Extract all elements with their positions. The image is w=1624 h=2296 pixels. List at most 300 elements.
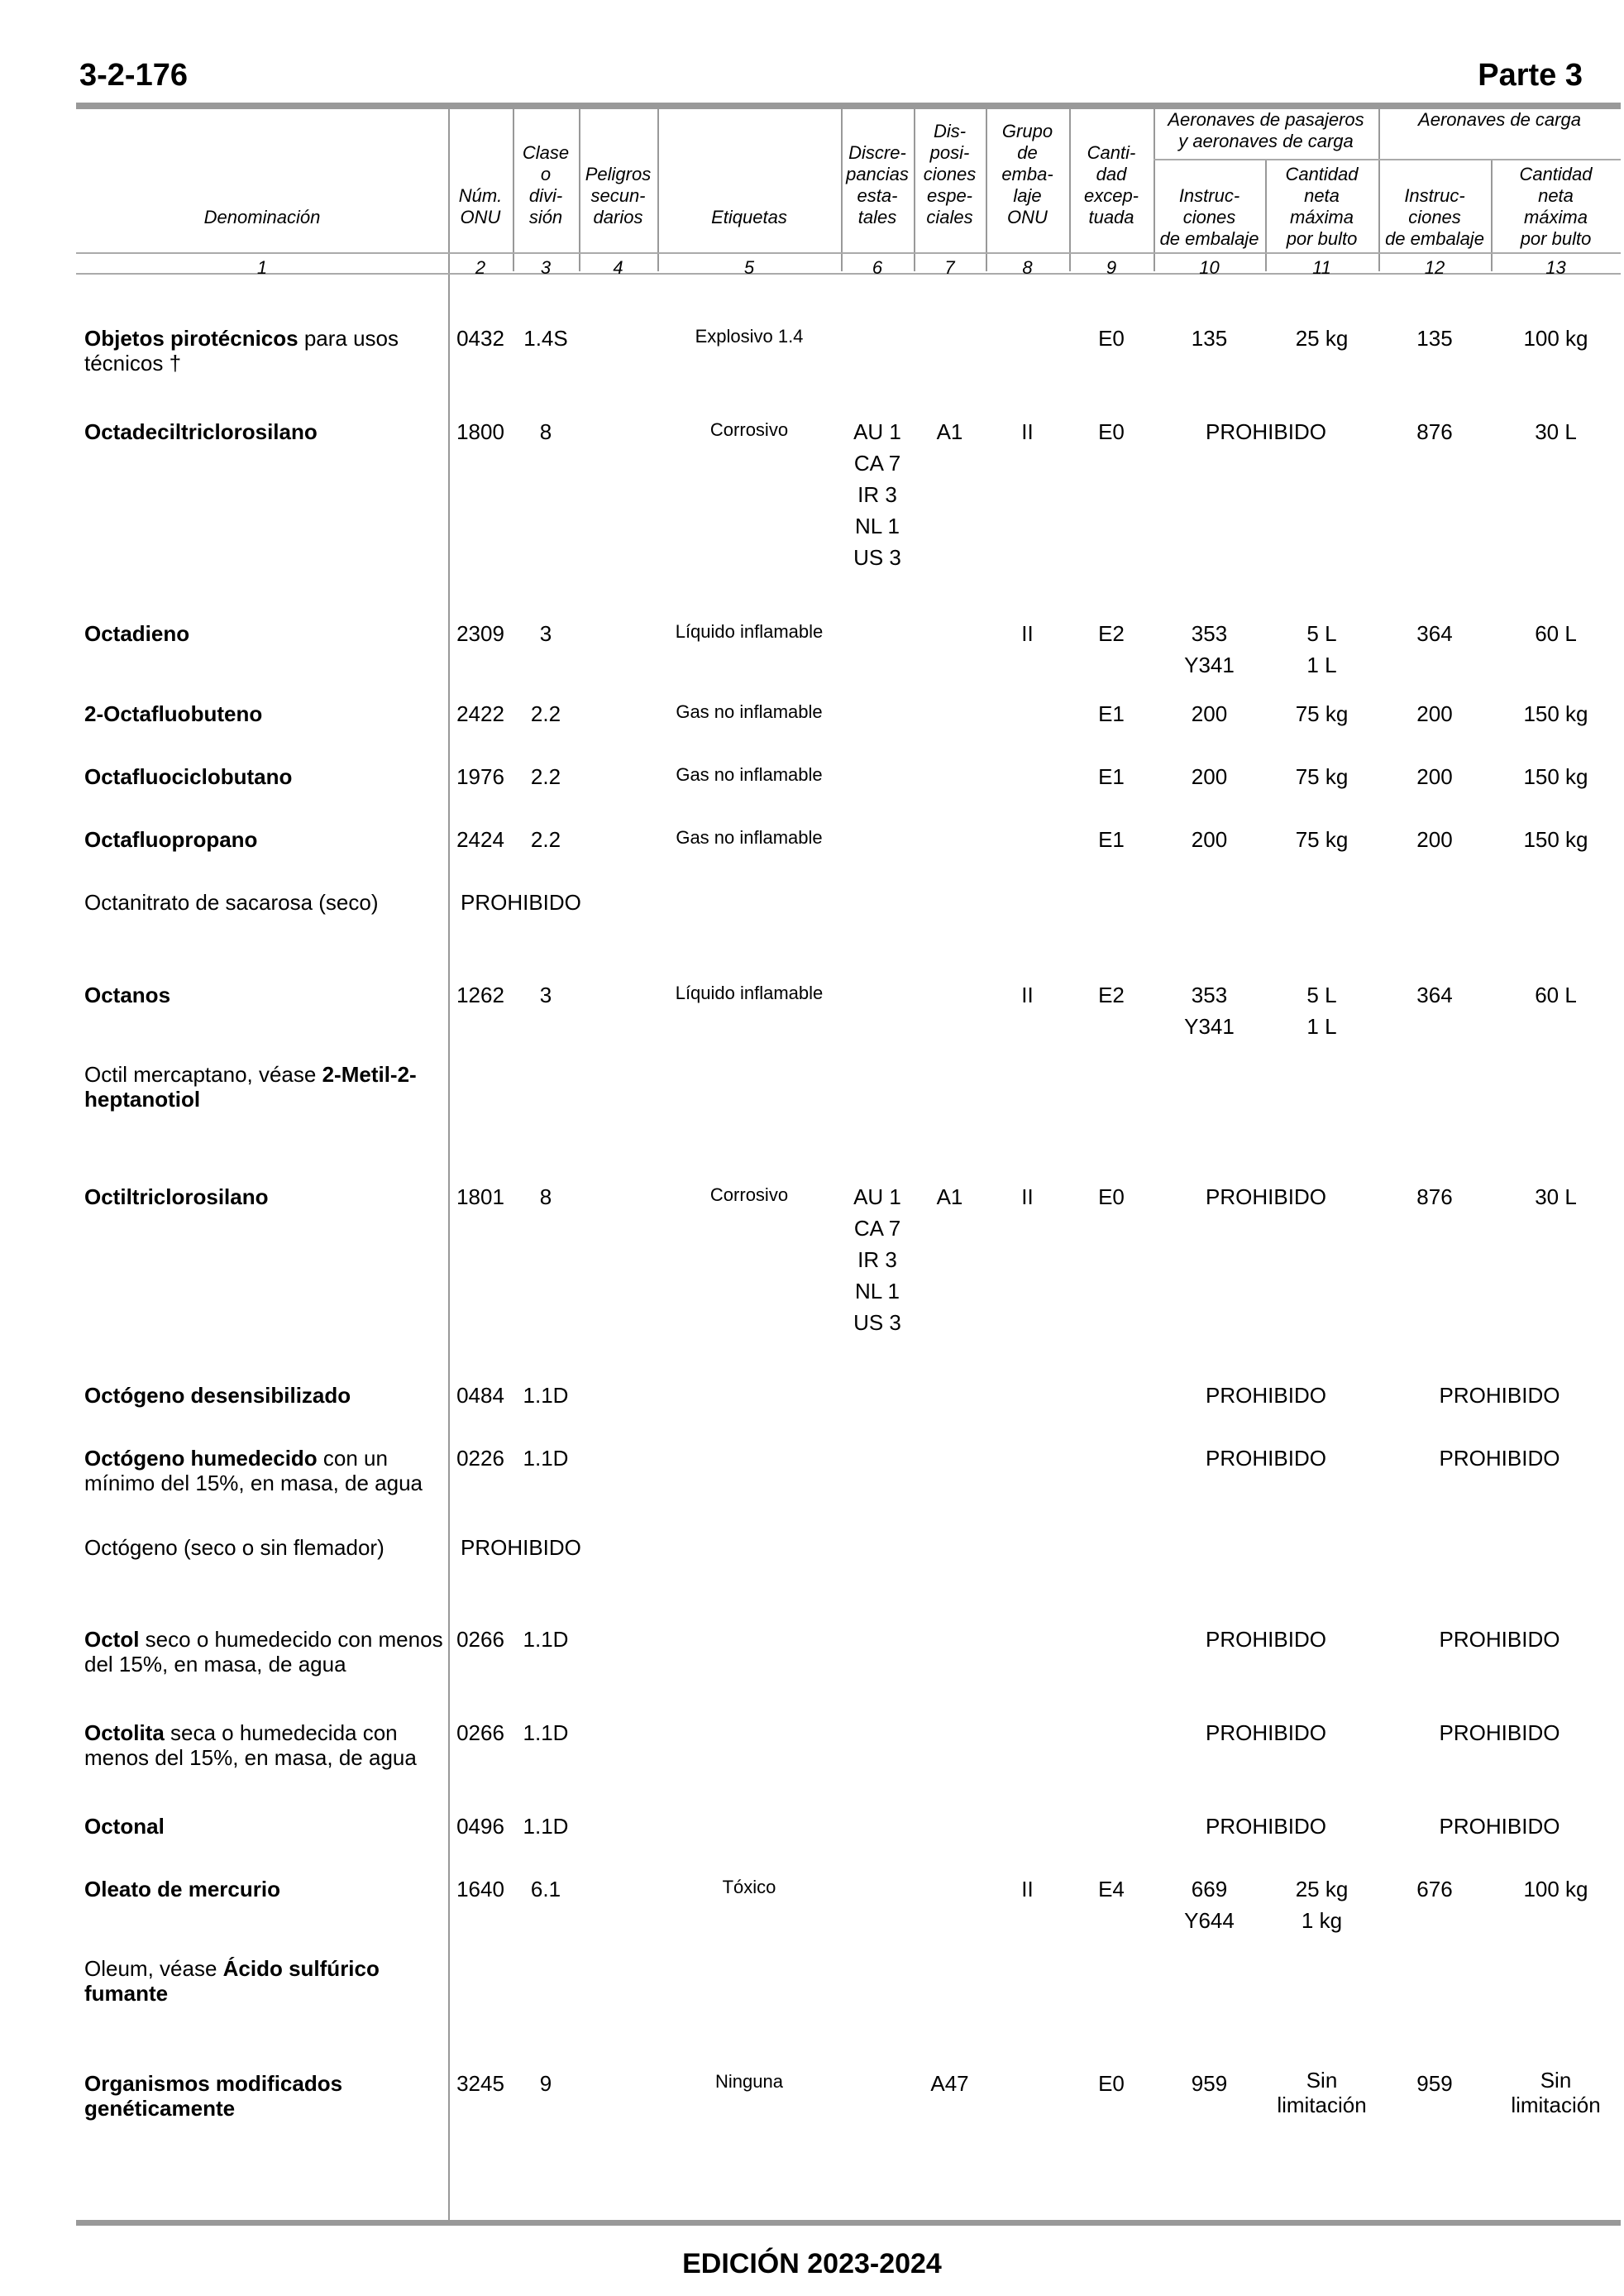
un-number	[448, 618, 513, 649]
un-number	[448, 416, 513, 447]
un-number-line: 0266	[456, 1627, 504, 1652]
passenger-max-quantity-line: limitación	[1277, 2093, 1367, 2117]
cargo-packing-instruction-line: 876	[1416, 1184, 1453, 1209]
label-cell	[657, 1179, 841, 1211]
entry-name-bold: Ácido sulfúrico fumante	[84, 1956, 380, 2006]
un-number	[448, 1717, 513, 1748]
class-division	[513, 2068, 579, 2099]
column-number: 13	[1545, 257, 1566, 278]
class-division-line: 2.2	[530, 701, 561, 726]
passenger-max-quantity	[1265, 1873, 1378, 1936]
cargo-prohibited-line: PROHIBIDO	[1439, 1720, 1560, 1745]
cargo-max-quantity	[1491, 1181, 1621, 1213]
cargo-packing-instruction	[1378, 618, 1491, 649]
top-rule	[76, 103, 1621, 109]
column-number: 6	[872, 257, 883, 278]
passenger-prohibited	[1154, 1442, 1378, 1474]
class-division	[513, 618, 579, 649]
cargo-max-quantity-line: 30 L	[1535, 419, 1577, 444]
packing-group	[986, 1181, 1069, 1213]
class-division	[513, 761, 579, 792]
cargo-packing-instruction-line: 200	[1416, 764, 1453, 789]
passenger-prohibited	[1154, 1810, 1378, 1842]
class-division-line: 3	[539, 621, 552, 646]
class-division	[513, 1810, 579, 1842]
packing-group	[986, 416, 1069, 447]
header-instrucciones-carga: Instruc- ciones de embalaje	[1385, 185, 1484, 249]
cargo-packing-instruction-line: 135	[1416, 326, 1453, 351]
passenger-max-quantity	[1265, 323, 1378, 354]
class-division	[513, 416, 579, 447]
special-provisions	[914, 2068, 986, 2099]
cargo-packing-instruction-line: 959	[1416, 2071, 1453, 2096]
cargo-max-quantity-line: 100 kg	[1523, 1877, 1588, 1901]
entry-name-bold: Octolita	[84, 1720, 165, 1745]
un-number	[448, 824, 513, 855]
passenger-packing-instruction	[1154, 698, 1265, 729]
label-cell	[657, 822, 841, 854]
class-division-line: 1.1D	[523, 1814, 569, 1839]
class-division-line: 1.4S	[523, 326, 568, 351]
entry-name	[84, 1446, 448, 1495]
passenger-prohibited-line: PROHIBIDO	[1206, 1446, 1326, 1471]
cargo-packing-instruction	[1378, 1873, 1491, 1905]
excepted-quantity	[1069, 416, 1154, 447]
cargo-packing-instruction	[1378, 1181, 1491, 1213]
un-number-line: 2309	[456, 621, 504, 646]
passenger-packing-instruction	[1154, 2068, 1265, 2099]
cargo-max-quantity	[1491, 761, 1621, 792]
packing-group	[986, 1873, 1069, 1905]
un-number-line: 0226	[456, 1446, 504, 1471]
entry-name	[84, 621, 448, 646]
entry-name-plain: Octógeno (seco o sin flemador)	[84, 1535, 385, 1560]
passenger-prohibited	[1154, 1380, 1378, 1411]
cargo-max-quantity	[1491, 698, 1621, 729]
entry-name-bold: Octol	[84, 1627, 140, 1652]
label-cell	[657, 978, 841, 1009]
prohibited-entry: PROHIBIDO	[461, 890, 581, 915]
state-variations-line: CA 7	[853, 451, 901, 476]
entry-name-bold: 2-Octafluobuteno	[84, 701, 263, 726]
cargo-packing-instruction-line: 876	[1416, 419, 1453, 444]
entry-name	[84, 1535, 448, 1560]
passenger-max-quantity	[1265, 2068, 1378, 2117]
passenger-packing-instruction	[1154, 824, 1265, 855]
entry-name-bold: Octafluociclobutano	[84, 764, 293, 789]
class-division-line: 8	[539, 1184, 552, 1209]
class-division-line: 9	[539, 2071, 552, 2096]
excepted-quantity-line: E4	[1098, 1877, 1125, 1901]
cargo-max-quantity-line: 150 kg	[1523, 764, 1588, 789]
cargo-prohibited	[1378, 1717, 1621, 1748]
entry-name-bold: Octógeno desensibilizado	[84, 1383, 351, 1408]
divider-col-4	[657, 106, 659, 271]
passenger-prohibited	[1154, 1181, 1378, 1213]
entry-name	[84, 890, 448, 915]
passenger-max-quantity	[1265, 761, 1378, 792]
un-number-line: 0484	[456, 1383, 504, 1408]
excepted-quantity-line: E0	[1098, 2071, 1125, 2096]
un-number	[448, 1873, 513, 1905]
entry-name-bold: Octógeno humedecido	[84, 1446, 318, 1471]
entry-name-rest: seco o humedecido con menos del 15%, en masa, de agua	[84, 1627, 443, 1677]
entry-name-bold: Octafluopropano	[84, 827, 258, 852]
cargo-packing-instruction	[1378, 824, 1491, 855]
state-variations-line: AU 1	[853, 419, 901, 444]
passenger-prohibited-line: PROHIBIDO	[1206, 1627, 1326, 1652]
header-peligros: Peligros secun- darios	[585, 164, 652, 227]
excepted-quantity	[1069, 618, 1154, 649]
class-division	[513, 1717, 579, 1748]
header-disposiciones: Dis- posi- ciones espe- ciales	[923, 121, 977, 227]
cargo-prohibited	[1378, 1624, 1621, 1655]
special-provisions-line: A1	[936, 1184, 963, 1209]
cargo-packing-instruction	[1378, 323, 1491, 354]
packing-group-line: II	[1021, 419, 1034, 444]
label-cell-line: Corrosivo	[709, 1184, 789, 1205]
cargo-max-quantity-line: Sin	[1540, 2068, 1572, 2093]
class-division-line: 6.1	[530, 1877, 561, 1901]
header-carga-group: Aeronaves de carga	[1418, 109, 1581, 130]
cargo-max-quantity	[1491, 416, 1621, 447]
passenger-max-quantity-line: 25 kg	[1295, 326, 1349, 351]
header-clase: Clase o divi- sión	[522, 142, 570, 227]
passenger-prohibited-line: PROHIBIDO	[1206, 419, 1326, 444]
un-number-line: 1800	[456, 419, 504, 444]
cargo-max-quantity	[1491, 979, 1621, 1011]
label-cell-line: Explosivo 1.4	[695, 326, 804, 347]
un-number	[448, 323, 513, 354]
header-num-onu: Núm. ONU	[458, 185, 503, 227]
passenger-prohibited-line: PROHIBIDO	[1206, 1720, 1326, 1745]
page-number: 3-2-176	[79, 58, 188, 93]
passenger-max-quantity-line: 25 kg	[1295, 1877, 1349, 1901]
special-provisions-line: A47	[930, 2071, 969, 2096]
entry-name	[84, 1877, 448, 1901]
column-number: 11	[1312, 257, 1331, 278]
cargo-packing-instruction	[1378, 979, 1491, 1011]
class-division	[513, 1181, 579, 1213]
cargo-prohibited-line: PROHIBIDO	[1439, 1383, 1560, 1408]
class-division-line: 1.1D	[523, 1627, 569, 1652]
label-cell-line: Líquido inflamable	[675, 983, 824, 1003]
class-division-line: 1.1D	[523, 1383, 569, 1408]
label-cell-line: Tóxico	[722, 1877, 776, 1897]
cargo-max-quantity-line: 60 L	[1535, 983, 1577, 1007]
un-number-line: 0496	[456, 1814, 504, 1839]
entry-name	[84, 1383, 448, 1408]
column-number: 1	[256, 257, 268, 278]
un-number	[448, 761, 513, 792]
cargo-prohibited-line: PROHIBIDO	[1439, 1627, 1560, 1652]
class-division-line: 8	[539, 419, 552, 444]
group-header-rule	[1154, 159, 1621, 160]
entry-name	[84, 1814, 448, 1839]
packing-group-line: II	[1021, 1877, 1034, 1901]
class-division	[513, 1624, 579, 1655]
cargo-max-quantity	[1491, 2068, 1621, 2117]
entry-name-rest: para usos técnicos †	[84, 326, 399, 375]
column-number: 9	[1106, 257, 1117, 278]
class-division	[513, 698, 579, 729]
excepted-quantity-line: E1	[1098, 827, 1125, 852]
entry-name-bold: Organismos modificados genéticamente	[84, 2071, 343, 2121]
passenger-max-quantity-line: 1 L	[1306, 1014, 1337, 1039]
excepted-quantity-line: E1	[1098, 764, 1125, 789]
passenger-max-quantity-line: 75 kg	[1295, 764, 1349, 789]
special-provisions	[914, 416, 986, 447]
state-variations-line: US 3	[853, 545, 901, 570]
state-variations-line: IR 3	[857, 1247, 897, 1272]
passenger-max-quantity	[1265, 824, 1378, 855]
header-denominacion: Denominación	[203, 207, 321, 227]
label-cell-line: Gas no inflamable	[676, 827, 823, 848]
entry-name-bold: Octonal	[84, 1814, 165, 1839]
column-number: 2	[475, 257, 486, 278]
entry-name-bold: 2-Metil-2-heptanotiol	[84, 1062, 417, 1112]
un-number	[448, 2068, 513, 2099]
passenger-max-quantity-line: 5 L	[1306, 983, 1337, 1007]
excepted-quantity-line: E1	[1098, 701, 1125, 726]
entry-name	[84, 1956, 448, 2006]
class-division-line: 1.1D	[523, 1446, 569, 1471]
cargo-max-quantity-line: 100 kg	[1523, 326, 1588, 351]
label-cell	[657, 1872, 841, 1903]
passenger-max-quantity-line: 1 L	[1306, 653, 1337, 677]
label-cell	[657, 2066, 841, 2097]
un-number	[448, 1442, 513, 1474]
cargo-max-quantity	[1491, 323, 1621, 354]
entry-name-bold: Oleato de mercurio	[84, 1877, 280, 1901]
header-instrucciones-pax: Instruc- ciones de embalaje	[1159, 185, 1259, 249]
passenger-packing-instruction-line: Y341	[1184, 1014, 1235, 1039]
passenger-max-quantity	[1265, 979, 1378, 1042]
state-variations-line: NL 1	[855, 514, 900, 538]
excepted-quantity-line: E0	[1098, 326, 1125, 351]
header-discrepancias: Discre- pancias esta- tales	[846, 142, 909, 227]
cargo-packing-instruction	[1378, 761, 1491, 792]
label-cell	[657, 759, 841, 791]
cargo-packing-instruction-line: 676	[1416, 1877, 1453, 1901]
un-number	[448, 698, 513, 729]
excepted-quantity	[1069, 698, 1154, 729]
entry-name	[84, 419, 448, 444]
passenger-prohibited	[1154, 1717, 1378, 1748]
entry-name	[84, 1184, 448, 1209]
passenger-packing-instruction	[1154, 1873, 1265, 1936]
label-cell-line: Gas no inflamable	[676, 764, 823, 785]
passenger-max-quantity	[1265, 618, 1378, 681]
packing-group	[986, 979, 1069, 1011]
passenger-packing-instruction-line: 200	[1191, 827, 1228, 852]
column-number: 8	[1022, 257, 1033, 278]
header-cantidad-exceptuada: Canti- dad excep- tuada	[1083, 142, 1139, 227]
cargo-prohibited-line: PROHIBIDO	[1439, 1814, 1560, 1839]
label-cell	[657, 616, 841, 648]
passenger-max-quantity-line: 75 kg	[1295, 701, 1349, 726]
class-division	[513, 979, 579, 1011]
passenger-prohibited-line: PROHIBIDO	[1206, 1184, 1326, 1209]
packing-group-line: II	[1021, 983, 1034, 1007]
passenger-packing-instruction-line: 200	[1191, 701, 1228, 726]
entry-name	[84, 1062, 448, 1112]
excepted-quantity	[1069, 824, 1154, 855]
un-number-line: 2424	[456, 827, 504, 852]
cargo-max-quantity	[1491, 618, 1621, 649]
class-division-line: 2.2	[530, 764, 561, 789]
column-number: 4	[613, 257, 623, 278]
cargo-packing-instruction-line: 200	[1416, 701, 1453, 726]
cargo-max-quantity-line: 30 L	[1535, 1184, 1577, 1209]
class-division	[513, 1380, 579, 1411]
un-number-line: 2422	[456, 701, 504, 726]
class-division	[513, 323, 579, 354]
class-division	[513, 824, 579, 855]
header-etiquetas: Etiquetas	[711, 207, 787, 227]
state-variations	[841, 1181, 914, 1338]
part-label: Parte 3	[1478, 58, 1583, 93]
passenger-prohibited-line: PROHIBIDO	[1206, 1383, 1326, 1408]
entry-name-rest: con un mínimo del 15%, en masa, de agua	[84, 1446, 423, 1495]
state-variations-line: NL 1	[855, 1279, 900, 1303]
passenger-packing-instruction	[1154, 761, 1265, 792]
label-cell-line: Corrosivo	[709, 419, 789, 440]
un-number-line: 1640	[456, 1877, 504, 1901]
passenger-prohibited	[1154, 416, 1378, 447]
passenger-packing-instruction-line: 135	[1191, 326, 1228, 351]
cargo-max-quantity	[1491, 1873, 1621, 1905]
entry-name-plain: Oleum, véase	[84, 1956, 223, 1981]
passenger-packing-instruction	[1154, 323, 1265, 354]
cargo-max-quantity-line: limitación	[1511, 2093, 1601, 2117]
excepted-quantity	[1069, 1181, 1154, 1213]
class-division-line: 2.2	[530, 827, 561, 852]
header-rule	[76, 252, 1621, 254]
passenger-max-quantity-line: Sin	[1306, 2068, 1338, 2093]
passenger-packing-instruction-line: Y341	[1184, 653, 1235, 677]
header-grupo: Grupo de emba- laje ONU	[1001, 121, 1053, 227]
entry-name-bold: Objetos pirotécnicos	[84, 326, 299, 351]
class-division-line: 3	[539, 983, 552, 1007]
bottom-rule	[76, 2220, 1621, 2226]
header-cantidad-pax: Cantidad neta máxima por bulto	[1285, 164, 1359, 249]
state-variations-line: IR 3	[857, 482, 897, 507]
cargo-packing-instruction	[1378, 416, 1491, 447]
cargo-max-quantity-line: 150 kg	[1523, 701, 1588, 726]
packing-group-line: II	[1021, 1184, 1034, 1209]
entry-name-bold: Octiltriclorosilano	[84, 1184, 269, 1209]
passenger-max-quantity-line: 5 L	[1306, 621, 1337, 646]
cargo-max-quantity	[1491, 824, 1621, 855]
edition-footer: EDICIÓN 2023-2024	[682, 2248, 942, 2279]
un-number-line: 3245	[456, 2071, 504, 2096]
excepted-quantity	[1069, 761, 1154, 792]
class-division-line: 1.1D	[523, 1720, 569, 1745]
un-number	[448, 979, 513, 1011]
passenger-packing-instruction-line: 200	[1191, 764, 1228, 789]
packing-group	[986, 618, 1069, 649]
passenger-prohibited	[1154, 1624, 1378, 1655]
entry-name-plain: Octil mercaptano, véase	[84, 1062, 322, 1087]
class-division	[513, 1442, 579, 1474]
excepted-quantity-line: E2	[1098, 621, 1125, 646]
state-variations-line: CA 7	[853, 1216, 901, 1241]
passenger-packing-instruction-line: 353	[1191, 621, 1228, 646]
entry-name	[84, 1627, 448, 1677]
special-provisions-line: A1	[936, 419, 963, 444]
entry-name-bold: Octadeciltriclorosilano	[84, 419, 318, 444]
state-variations-line: AU 1	[853, 1184, 901, 1209]
excepted-quantity	[1069, 979, 1154, 1011]
cargo-prohibited	[1378, 1810, 1621, 1842]
passenger-packing-instruction-line: 669	[1191, 1877, 1228, 1901]
un-number	[448, 1624, 513, 1655]
cargo-packing-instruction-line: 364	[1416, 621, 1453, 646]
cargo-packing-instruction-line: 364	[1416, 983, 1453, 1007]
label-cell-line: Líquido inflamable	[675, 621, 824, 642]
cargo-prohibited	[1378, 1442, 1621, 1474]
prohibited-entry: PROHIBIDO	[461, 1535, 581, 1560]
passenger-prohibited-line: PROHIBIDO	[1206, 1814, 1326, 1839]
entry-name	[84, 1720, 448, 1770]
column-number: 12	[1424, 257, 1445, 278]
class-division	[513, 1873, 579, 1905]
entry-name-bold: Octanos	[84, 983, 171, 1007]
cargo-packing-instruction-line: 200	[1416, 827, 1453, 852]
entry-name	[84, 827, 448, 852]
excepted-quantity	[1069, 1873, 1154, 1905]
excepted-quantity-line: E0	[1098, 419, 1125, 444]
column-number: 5	[743, 257, 755, 278]
entry-name-rest: seca o humedecida con menos del 15%, en masa, de agua	[84, 1720, 417, 1770]
passenger-packing-instruction	[1154, 618, 1265, 681]
cargo-max-quantity-line: 60 L	[1535, 621, 1577, 646]
label-cell-line: Gas no inflamable	[676, 701, 823, 722]
column-number: 7	[944, 257, 955, 278]
cargo-prohibited	[1378, 1380, 1621, 1411]
passenger-packing-instruction	[1154, 979, 1265, 1042]
entry-name	[84, 983, 448, 1007]
excepted-quantity	[1069, 323, 1154, 354]
cargo-max-quantity-line: 150 kg	[1523, 827, 1588, 852]
un-number	[448, 1181, 513, 1213]
cargo-prohibited-line: PROHIBIDO	[1439, 1446, 1560, 1471]
entry-name-bold: Octadieno	[84, 621, 190, 646]
label-cell	[657, 414, 841, 446]
un-number-line: 1262	[456, 983, 504, 1007]
passenger-max-quantity-line: 1 kg	[1301, 1908, 1343, 1933]
un-number-line: 1976	[456, 764, 504, 789]
state-variations	[841, 416, 914, 573]
entry-name-plain: Octanitrato de sacarosa (seco)	[84, 890, 379, 915]
excepted-quantity-line: E0	[1098, 1184, 1125, 1209]
passenger-packing-instruction-line: 959	[1191, 2071, 1228, 2096]
excepted-quantity	[1069, 2068, 1154, 2099]
special-provisions	[914, 1181, 986, 1213]
cargo-packing-instruction	[1378, 698, 1491, 729]
passenger-max-quantity-line: 75 kg	[1295, 827, 1349, 852]
label-cell-line: Ninguna	[715, 2071, 783, 2092]
un-number-line: 1801	[456, 1184, 504, 1209]
header-pasajeros-group: Aeronaves de pasajeros y aeronaves de carga	[1168, 109, 1364, 151]
un-number-line: 0266	[456, 1720, 504, 1745]
label-cell	[657, 696, 841, 728]
cargo-packing-instruction	[1378, 2068, 1491, 2099]
entry-name	[84, 2071, 448, 2121]
passenger-packing-instruction-line: 353	[1191, 983, 1228, 1007]
passenger-max-quantity	[1265, 698, 1378, 729]
